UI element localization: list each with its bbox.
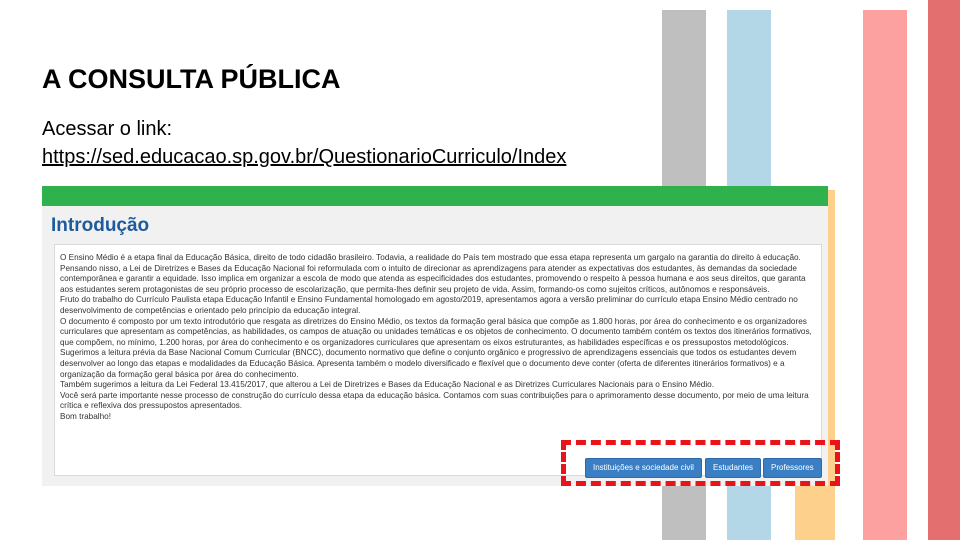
decor-bar-red [928,0,960,540]
header-green-bar [42,186,828,206]
slide-title: A CONSULTA PÚBLICA [42,64,341,94]
decor-bar-pink [863,10,907,540]
intro-paragraph: O Ensino Médio é a etapa final da Educação Básica, direito de todo cidadão brasileiro. Todavia, a realidade do País tem mostrado que essa etapa representa um gargalo na garantia do direito à educação. [60,253,801,262]
intro-text [60,253,812,423]
questionnaire-link[interactable]: https://sed.educacao.sp.gov.br/QuestionarioCurriculo/Index [42,146,567,168]
buttons-highlight-box [561,440,840,486]
intro-paragraph: Bom trabalho! [60,411,111,421]
intro-paragraph: Você será parte importante nesse processo de construção do currículo dessa etapa da educação básica. Contamos com suas contribuições para o aprimoramento desse documento, por meio de uma leitura crítica e reflexiva dos pressupostos apresentados. [60,390,809,411]
teachers-button[interactable]: Professores [763,458,822,478]
intro-heading: Introdução [51,215,150,236]
instruction-text: Acessar o link: [42,118,173,140]
students-button[interactable]: Estudantes [705,458,761,478]
intro-paragraph: Sugerimos a leitura prévia da Base Nacional Comum Curricular (BNCC), documento normativo que define o conjunto orgânico e progressivo de aprendizagens essenciais que todos os estudantes devem desenvolver ao longo das etapas e modalidades da Educação Básica. Apresenta também o modelo diversificado e flexível que o documento deve conter (oferta de diferentes itinerários formativos) e a organização da formação geral básica por área do conhecimento. [60,348,797,379]
intro-paragraph: O documento é composto por um texto introdutório que resgata as diretrizes do Ensino Médio, os textos da formação geral básica que compõe as 1.800 horas, por área do conhecimento e os organizadores curriculares que apresentam as competências, as habilidades, os campos de atuação ou unidades temáticas e os objetos de conhecimento. O documento também contém os textos dos itinerários formativos, que compõem, no mínimo, 1.200 horas, por área do conhecimento e os organizadores curriculares que apresentam os eixos estruturantes, as habilidades específicas e os pressupostos metodológicos. [60,316,812,347]
intro-paragraph: Também sugerimos a leitura da Lei Federal 13.415/2017, que alterou a Lei de Diretrizes e Bases da Educação Nacional e as Diretrizes Curriculares Nacionais para o Ensino Médio. [60,380,714,390]
slide-instructions [42,115,566,171]
intro-paragraph: Fruto do trabalho do Currículo Paulista etapa Educação Infantil e Ensino Fundamental homologado em agosto/2019, apresentamos agora a versão preliminar do currículo etapa Ensino Médio centrado no desenvolvimento de competências e orientado pelo princípio da educação integral. [60,295,798,315]
intro-paragraph: Pensando nisso, a Lei de Diretrizes e Bases da Educação Nacional foi reformulada com o intuito de direcionar as aprendizagens para atender as expectativas dos estudantes, às demandas da sociedade contemporânea e garantir a equidade. Isso implica em organizar a escola de modo que atenda as especificidades dos estudantes, promovendo o respeito à pessoa humana e aos seus direitos, que garanta aos estudantes serem protagonistas de seu próprio processo de escolarização, que permita-lhes definir seu projeto de vida. Assim, formando-os como sujeitos críticos, autônomos e responsáveis. [60,263,806,294]
institutions-button[interactable]: Instituições e sociedade civil [585,458,702,478]
